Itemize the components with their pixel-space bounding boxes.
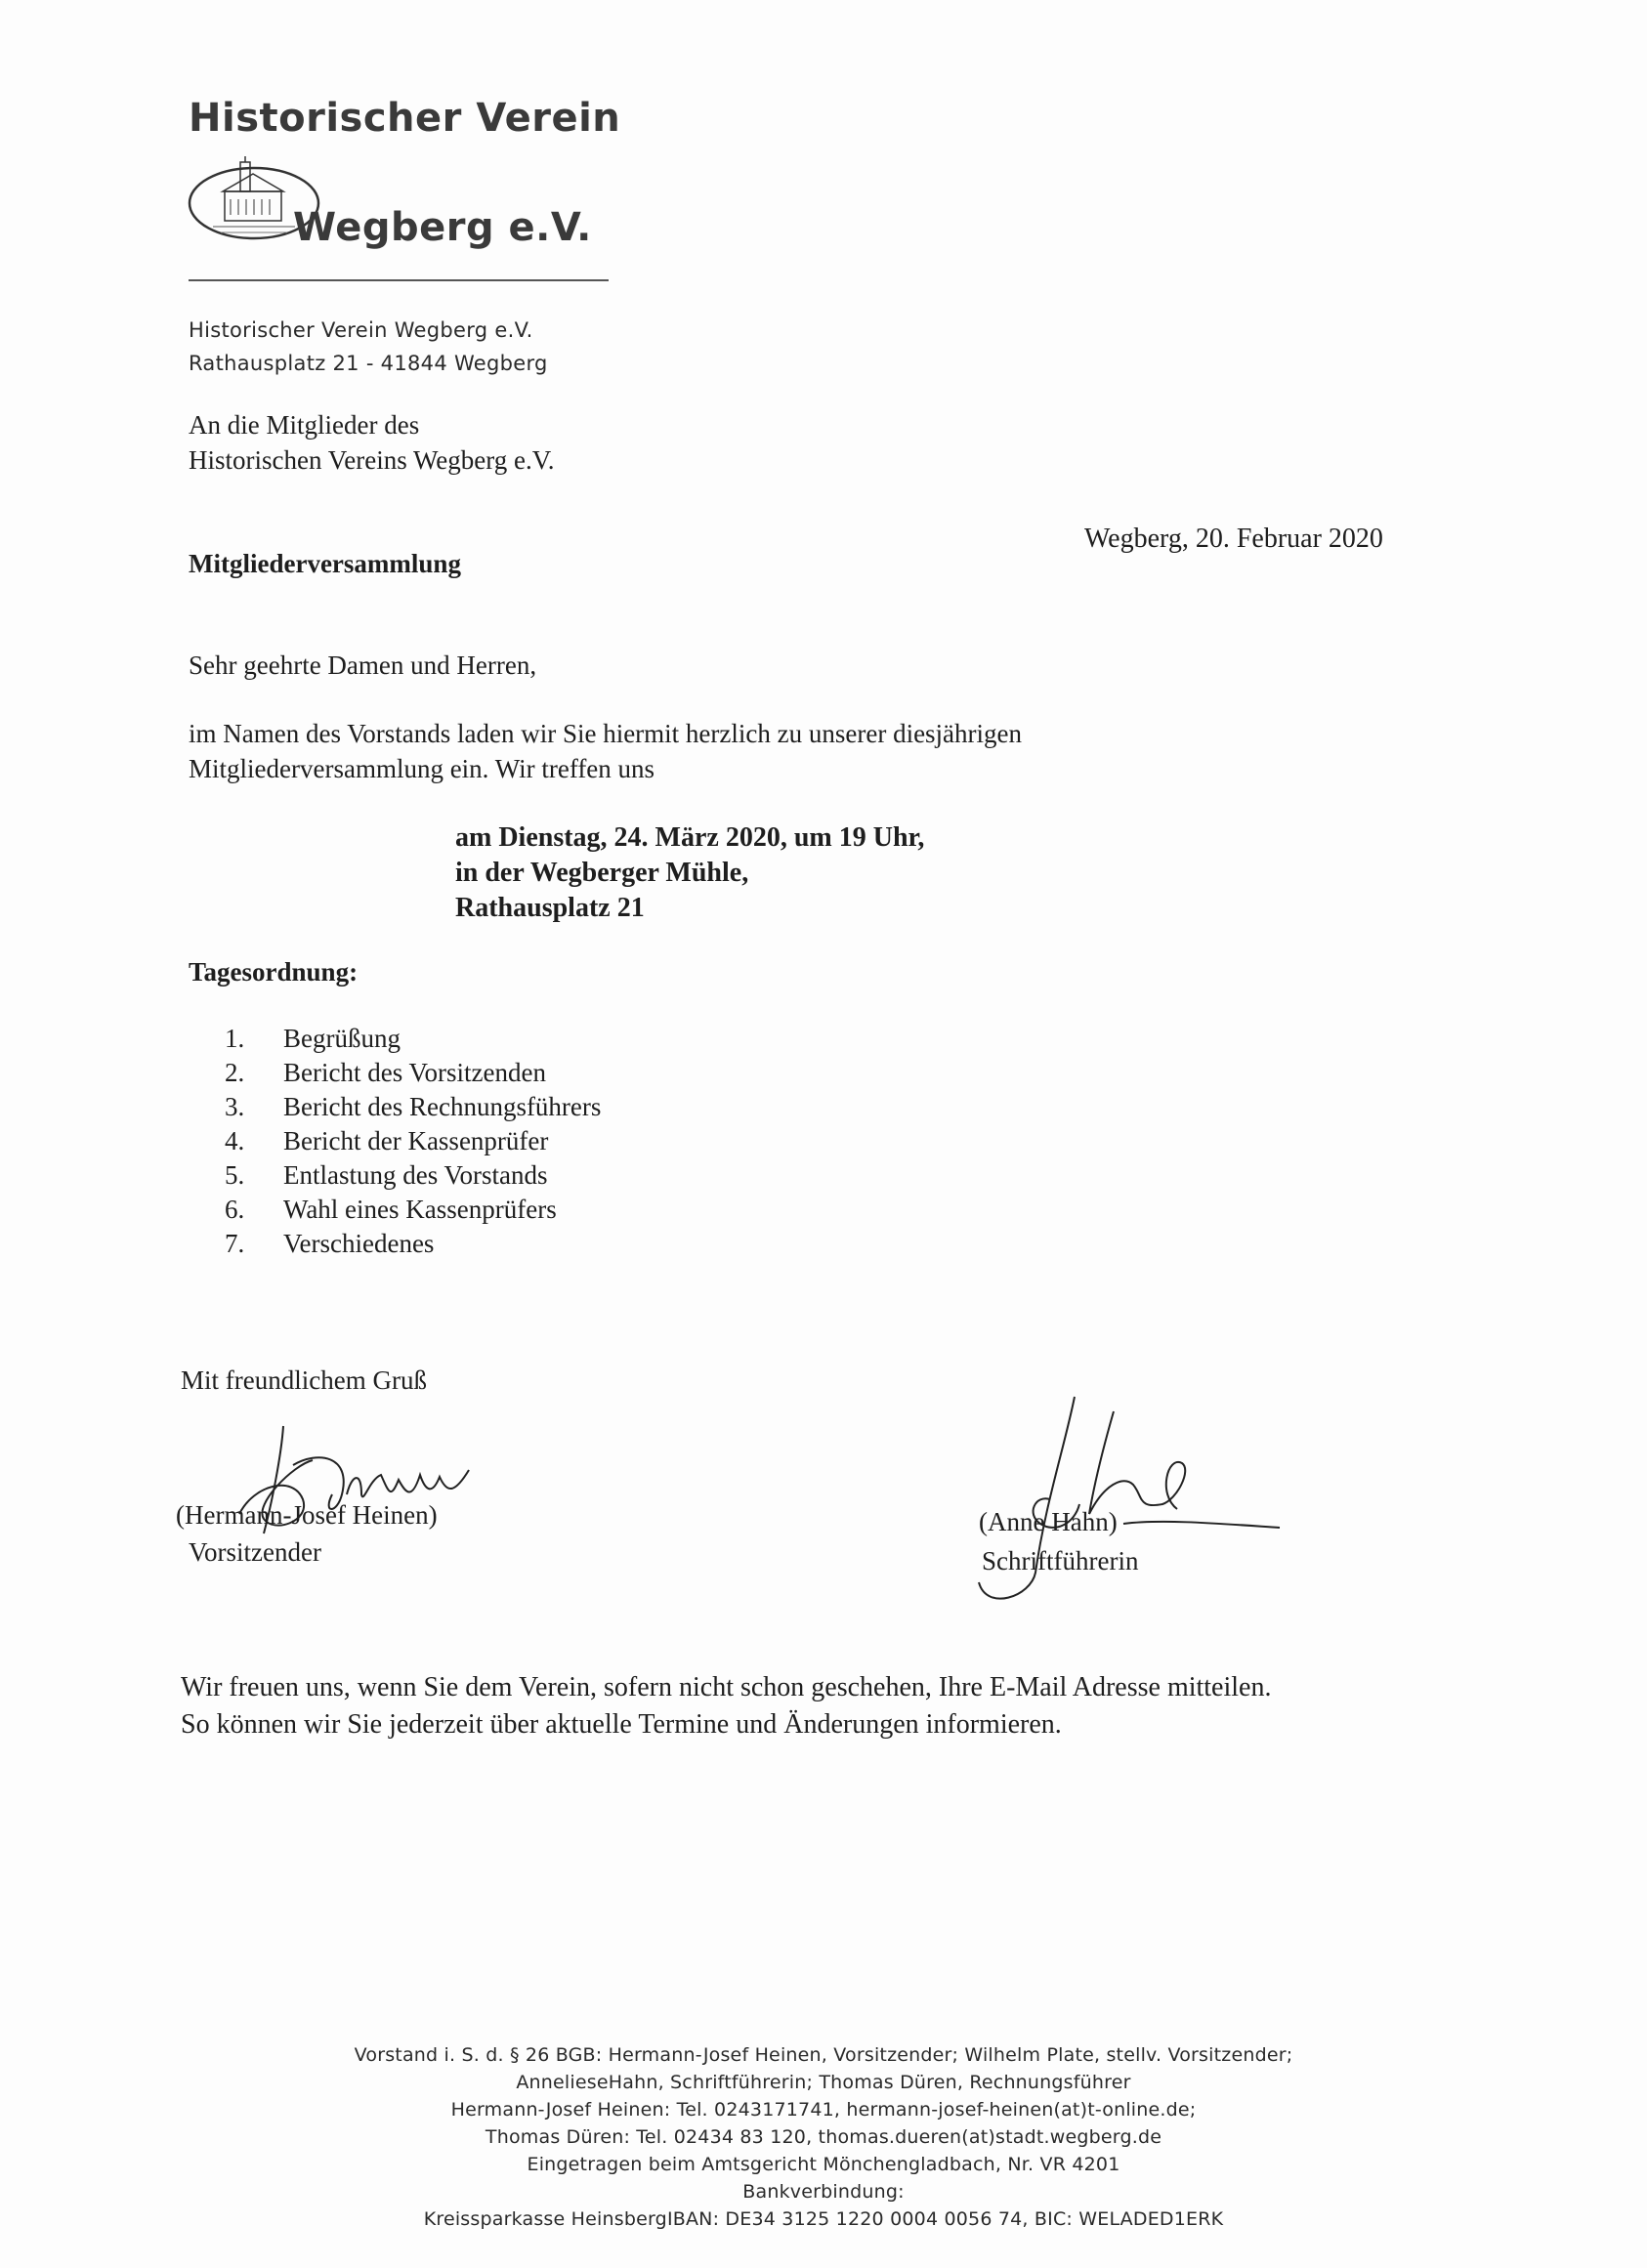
org-name-line2: Wegberg e.V. xyxy=(293,205,592,250)
meeting-date-time: am Dienstag, 24. März 2020, um 19 Uhr, xyxy=(455,822,925,853)
meeting-address: Rathausplatz 21 xyxy=(455,893,645,923)
agenda-item-label: Wahl eines Kassenprüfers xyxy=(283,1195,557,1224)
footer-contact-dueren: Thomas Düren: Tel. 02434 83 120, thomas.dueren(at)stadt.wegberg.de xyxy=(485,2126,1162,2148)
agenda-list xyxy=(225,1022,601,1261)
signatory-right-role: Schriftführerin xyxy=(982,1546,1139,1575)
signature-left xyxy=(225,1407,498,1553)
agenda-item-number: 3. xyxy=(225,1092,245,1121)
letter-subject: Mitgliederversammlung xyxy=(189,549,461,578)
recipient-line-2: Historischen Vereins Wegberg e.V. xyxy=(189,445,555,475)
agenda-item xyxy=(225,1158,601,1193)
agenda-title: Tagesordnung: xyxy=(189,957,359,987)
footer-contact-heinen: Hermann-Josef Heinen: Tel. 0243171741, hermann-josef-heinen(at)t-online.de; xyxy=(450,2099,1197,2121)
meeting-venue: in der Wegberger Mühle, xyxy=(455,858,749,888)
agenda-item-label: Bericht des Vorsitzenden xyxy=(283,1058,546,1087)
agenda-item-number: 7. xyxy=(225,1229,245,1258)
agenda-item-label: Entlastung des Vorstands xyxy=(283,1160,548,1190)
agenda-item xyxy=(225,1124,601,1158)
body-line-2: Mitgliederversammlung ein. Wir treffen uns xyxy=(189,754,655,783)
agenda-item xyxy=(225,1056,601,1090)
agenda-item-label: Bericht der Kassenprüfer xyxy=(283,1126,549,1155)
agenda-item xyxy=(225,1090,601,1124)
agenda-item-number: 5. xyxy=(225,1160,245,1190)
org-name-line1: Historischer Verein xyxy=(189,96,621,141)
letterhead-divider xyxy=(189,279,609,281)
salutation: Sehr geehrte Damen und Herren, xyxy=(189,651,537,680)
agenda-item xyxy=(225,1227,601,1261)
footer-registry: Eingetragen beim Amtsgericht Mönchengladbach, Nr. VR 4201 xyxy=(527,2154,1120,2175)
email-note-line-1: Wir freuen uns, wenn Sie dem Verein, sofern nicht schon geschehen, Ihre E-Mail Adresse mitteilen. xyxy=(181,1672,1272,1702)
agenda-item xyxy=(225,1193,601,1227)
agenda-item-number: 6. xyxy=(225,1195,245,1224)
body-line-1: im Namen des Vorstands laden wir Sie hiermit herzlich zu unserer diesjährigen xyxy=(189,719,1023,748)
sender-line-1: Historischer Verein Wegberg e.V. xyxy=(189,318,533,342)
footer-board-line: Vorstand i. S. d. § 26 BGB: Hermann-Josef Heinen, Vorsitzender; Wilhelm Plate, stellv. Vorsitzender; xyxy=(354,2044,1293,2066)
recipient-line-1: An die Mitglieder des xyxy=(189,410,420,440)
signatory-left-role: Vorsitzender xyxy=(189,1537,321,1567)
signatory-right-name: (Anne Hahn) xyxy=(979,1507,1118,1536)
signatory-left-name: (Hermann-Josef Heinen) xyxy=(176,1500,438,1530)
signature-right xyxy=(967,1387,1289,1612)
closing: Mit freundlichem Gruß xyxy=(181,1365,427,1395)
agenda-item-number: 1. xyxy=(225,1024,245,1053)
footer-bank-label: Bankverbindung: xyxy=(742,2181,905,2203)
agenda-item-number: 2. xyxy=(225,1058,245,1087)
letter-footer xyxy=(0,2041,1647,2233)
agenda-item-label: Verschiedenes xyxy=(283,1229,435,1258)
footer-bank-details: Kreissparkasse HeinsbergIBAN: DE34 3125 1220 0004 0056 74, BIC: WELADED1ERK xyxy=(423,2208,1224,2230)
agenda-item-label: Begrüßung xyxy=(283,1024,401,1053)
letter-date: Wegberg, 20. Februar 2020 xyxy=(1084,524,1383,554)
agenda-item-number: 4. xyxy=(225,1126,245,1155)
footer-board-line-2: AnnelieseHahn, Schriftführerin; Thomas Düren, Rechnungsführer xyxy=(516,2072,1131,2093)
sender-line-2: Rathausplatz 21 - 41844 Wegberg xyxy=(189,352,548,375)
agenda-item-label: Bericht des Rechnungsführers xyxy=(283,1092,602,1121)
agenda-item xyxy=(225,1022,601,1056)
email-note-line-2: So können wir Sie jederzeit über aktuelle Termine und Änderungen informieren. xyxy=(181,1709,1062,1740)
